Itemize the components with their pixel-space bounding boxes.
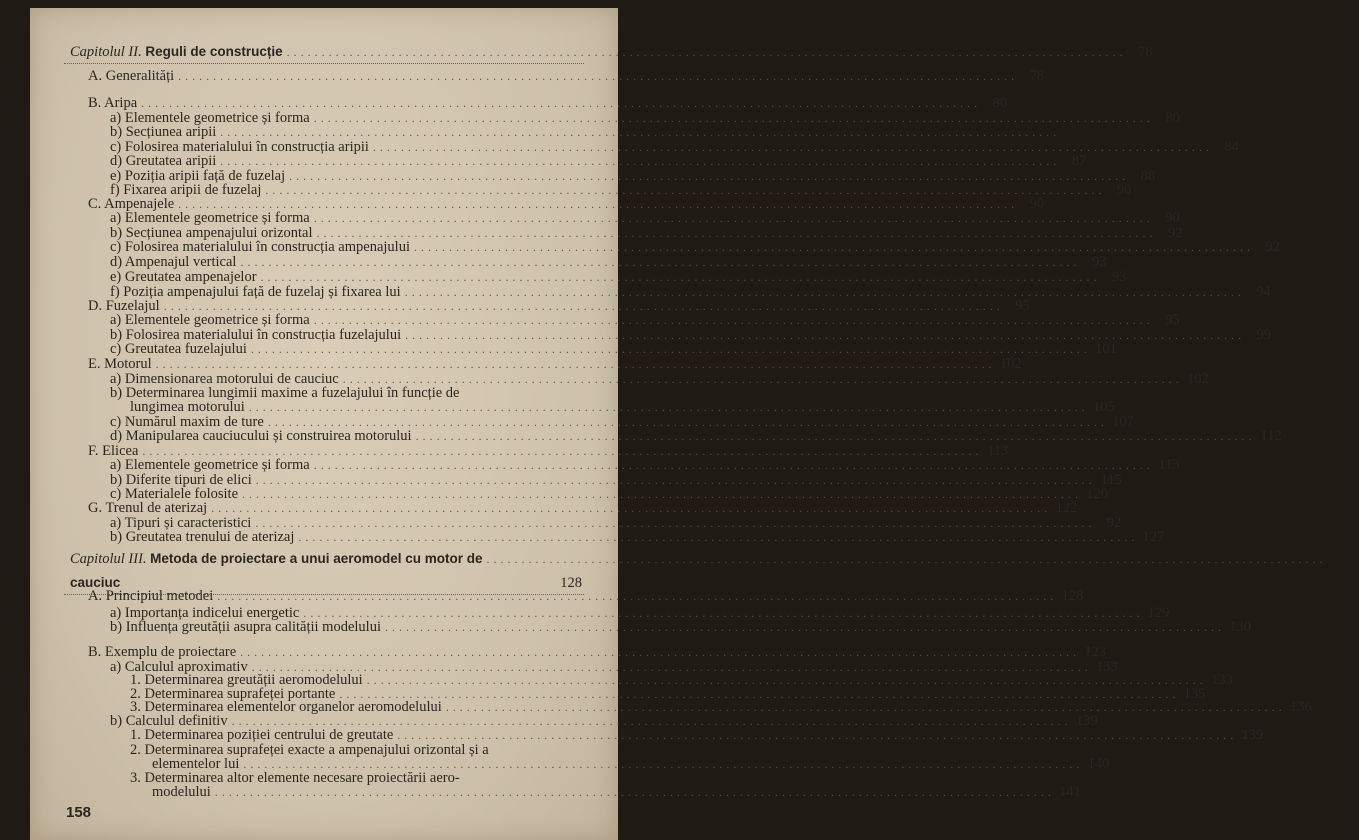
toc-item-label: a) Importanța indicelui energetic xyxy=(110,605,300,621)
toc-item xyxy=(110,529,1165,545)
toc-section xyxy=(88,644,1107,660)
toc-section-label: B. Aripa xyxy=(88,95,138,111)
dot-leader: ........................................................................................................................ xyxy=(286,45,1127,59)
toc-item xyxy=(110,182,1132,198)
toc-subitem-continuation-label: elementelor lui xyxy=(152,756,240,772)
dot-leader: ........................................................................................................................ xyxy=(313,313,1154,327)
toc-item-page: 133 xyxy=(1095,659,1118,675)
chapter-heading-page: 128 xyxy=(560,575,582,591)
toc-item-page: 93 xyxy=(1112,269,1127,285)
toc-section-page: 80 xyxy=(992,95,1008,111)
toc-item-page: 92 xyxy=(1106,515,1122,531)
toc-item-page: 87 xyxy=(1071,153,1087,169)
toc-item-page: 127 xyxy=(1142,529,1165,545)
toc-section xyxy=(88,588,1084,604)
toc-item-label: b) Diferite tipuri de elici xyxy=(110,472,252,488)
toc-section-label: E. Motorul xyxy=(88,356,152,372)
toc-item xyxy=(110,239,1280,255)
toc-item-label: c) Numărul maxim de ture xyxy=(110,414,264,430)
toc-item-label: d) Ampenajul vertical xyxy=(110,254,237,270)
toc-section-page: 122 xyxy=(1055,500,1078,516)
toc-section-label: C. Ampenajele xyxy=(88,196,175,212)
toc-item-label: e) Poziția aripii față de fuzelaj xyxy=(110,168,286,184)
dot-leader: ........................................................................................................................ xyxy=(298,530,1139,544)
toc-section-page: 95 xyxy=(1015,298,1030,314)
toc-item-page: 113 xyxy=(1158,457,1180,473)
dot-leader: ........................................................................................................................ xyxy=(366,673,1207,687)
toc-item xyxy=(110,124,1061,140)
toc-subitem-label: 3. Determinarea altor elemente necesare proiectării aero- xyxy=(130,770,460,786)
toc-item-label: a) Tipuri și caracteristici xyxy=(110,515,252,531)
toc-subitem-label: 2. Determinarea suprafeței portante xyxy=(130,686,336,702)
dot-leader: ........................................................................................................................ xyxy=(313,211,1154,225)
toc-item-label: e) Greutatea ampenajelor xyxy=(110,269,257,285)
toc-section-page: 90 xyxy=(1029,196,1045,212)
toc-section-label: A. Generalități xyxy=(88,68,175,84)
toc-item-page: 90 xyxy=(1116,182,1132,198)
dot-leader: ........................................................................................................................ xyxy=(220,154,1061,168)
toc-item xyxy=(110,312,1180,328)
toc-item-label: a) Elementele geometrice și forma xyxy=(110,210,310,226)
dot-leader: ........................................................................................................................ xyxy=(242,487,1083,501)
toc-item-page: 90 xyxy=(1165,210,1180,226)
toc-item-page: 120 xyxy=(1086,486,1109,502)
page-number: 158 xyxy=(66,804,92,821)
toc-item-label: b) Influența greutății asupra calității modelului xyxy=(110,619,381,635)
dot-leader: ........................................................................................................................ xyxy=(313,458,1154,472)
toc-item-page: 107 xyxy=(1112,414,1134,430)
dot-leader: ........................................................................................................................ xyxy=(251,660,1092,674)
toc-section xyxy=(88,500,1078,516)
toc-item xyxy=(110,153,1087,169)
chapter-heading xyxy=(70,551,1327,567)
chapter-heading-page: 78 xyxy=(1138,44,1153,60)
toc-item xyxy=(110,254,1107,270)
toc-section xyxy=(88,95,1008,111)
separator-rule xyxy=(64,63,584,64)
toc-section-label: F. Elicea xyxy=(88,443,139,459)
dot-leader: ........................................................................................................................ xyxy=(255,516,1096,530)
dot-leader: ........................................................................................................................ xyxy=(342,372,1183,386)
toc-item-label: c) Folosirea materialului în construcția aripii xyxy=(110,139,369,155)
toc-item-label: b) Secțiunea aripii xyxy=(110,124,217,140)
dot-leader: ........................................................................................................................ xyxy=(217,589,1058,603)
dot-leader: ........................................................................................................................ xyxy=(415,429,1256,443)
chapter-title: Metoda de proiectare a unui aeromodel cu motor de xyxy=(150,551,483,566)
book-page xyxy=(30,8,1327,840)
toc-subitem-page: 133 xyxy=(1210,672,1233,688)
toc-item xyxy=(110,269,1127,285)
toc-section xyxy=(88,68,1045,84)
toc-subitem-continuation-label: modelului xyxy=(152,784,211,800)
toc-item-page: 139 xyxy=(1075,713,1098,729)
toc-item xyxy=(110,284,1271,300)
dot-leader: ........................................................................................................................ xyxy=(405,328,1246,342)
dot-leader: ........................................................................................................................ xyxy=(178,197,1019,211)
toc-section-label: G. Trenul de aterizaj xyxy=(88,500,208,516)
toc-subitem-continuation-page: 140 xyxy=(1087,756,1110,772)
toc-item-label: b) Secțiunea ampenajului orizontal xyxy=(110,225,313,241)
toc-item-page: 80 xyxy=(1165,110,1180,126)
toc-item-label: a) Elementele geometrice și forma xyxy=(110,457,310,473)
toc-subitem-continuation xyxy=(152,784,1081,800)
toc-item-label: f) Poziția ampenajului față de fuzelaj și fixarea lui xyxy=(110,284,401,300)
toc-item-page: 94 xyxy=(1256,284,1271,300)
dot-leader: ........................................................................................................................ xyxy=(313,111,1154,125)
toc-section-label: D. Fuzelajul xyxy=(88,298,160,314)
toc-subitem-label: 2. Determinarea suprafeței exacte a ampenajului orizontal și a xyxy=(130,742,489,758)
dot-leader: ........................................................................................................................ xyxy=(211,501,1052,515)
toc-item-page: 93 xyxy=(1091,254,1107,270)
toc-item-page: 84 xyxy=(1224,139,1239,155)
chapter-title-continuation-text: cauciuc xyxy=(70,575,121,590)
toc-section-label: B. Exemplu de proiectare xyxy=(88,644,237,660)
dot-leader: ........................................................................................................................ xyxy=(260,270,1101,284)
dot-leader: ........................................................................................................................ xyxy=(142,444,983,458)
toc-subitem-page: 135 xyxy=(1183,686,1206,702)
toc-subitem-page: 136 xyxy=(1290,699,1312,715)
toc-item xyxy=(110,428,1282,444)
toc-item-label: f) Fixarea aripii de fuzelaj xyxy=(110,182,262,198)
toc-item-page: 88 xyxy=(1140,168,1156,184)
toc-item-label: b) Greutatea trenului de aterizaj xyxy=(110,529,295,545)
dot-leader: ........................................................................................................................ xyxy=(243,757,1084,771)
toc-item-page: 95 xyxy=(1165,312,1180,328)
toc-subitem-page: 139 xyxy=(1241,727,1264,743)
chapter-heading-label: Capitolul III. Metoda de proiectare a unui aeromodel cu motor de xyxy=(70,551,483,567)
toc-item-label: b) Folosirea materialului în construcția fuzelajului xyxy=(110,327,402,343)
chapter-heading-label: Capitolul II. Reguli de construcție xyxy=(70,44,283,60)
toc-item-label: d) Greutatea aripii xyxy=(110,153,217,169)
dot-leader: ........................................................................................................................ xyxy=(384,620,1225,634)
toc-item-page: 102 xyxy=(1186,371,1209,387)
dot-leader: ........................................................................................................................ xyxy=(248,400,1089,414)
chapter-heading xyxy=(70,44,1153,60)
dot-leader: ........................................................................................................................ xyxy=(240,645,1081,659)
dot-leader: ........................................................................................................................ xyxy=(404,285,1245,299)
dot-leader: ........................................................................................................................ xyxy=(255,473,1096,487)
dot-leader: ........................................................................................................................ xyxy=(267,415,1108,429)
toc-section xyxy=(88,356,1022,372)
toc-section-page: 123 xyxy=(1084,644,1107,660)
table-of-contents xyxy=(30,8,1327,840)
toc-item-continuation xyxy=(130,399,1115,415)
dot-leader: ........................................................................................................................ xyxy=(240,255,1081,269)
toc-item-page: 99 xyxy=(1256,327,1272,343)
dot-leader: ........................................................................................................................ xyxy=(339,687,1180,701)
dot-leader: ........................................................................................................................ xyxy=(178,69,1019,83)
dot-leader: ........................................................................................................................ xyxy=(486,552,1327,566)
toc-item-label: b) Determinarea lungimii maxime a fuzelajului în funcție de xyxy=(110,385,460,401)
toc-item-page: 112 xyxy=(1260,428,1282,444)
toc-item-label: a) Dimensionarea motorului de cauciuc xyxy=(110,371,339,387)
dot-leader: ........................................................................................................................ xyxy=(250,342,1091,356)
toc-item-label: a) Elementele geometrice și forma xyxy=(110,312,310,328)
dot-leader: ........................................................................................................................ xyxy=(231,714,1072,728)
toc-item-label: a) Calculul aproximativ xyxy=(110,659,248,675)
toc-item-label: c) Folosirea materialului în construcția ampenajului xyxy=(110,239,410,255)
toc-item-page: 92 xyxy=(1265,239,1280,255)
toc-item-continuation-label: lungimea motorului xyxy=(130,399,245,415)
toc-subitem-label: 1. Determinarea poziției centrului de greutate xyxy=(130,727,394,743)
toc-subitem-continuation-page: 141 xyxy=(1059,784,1081,800)
toc-item xyxy=(110,210,1180,226)
toc-section-page: 78 xyxy=(1029,68,1045,84)
toc-item-label: d) Manipularea cauciucului și construirea motorului xyxy=(110,428,412,444)
toc-item-page: 129 xyxy=(1147,605,1170,621)
toc-subitem-label: 3. Determinarea elementelor organelor aeromodelului xyxy=(130,699,442,715)
toc-item-continuation-page: 105 xyxy=(1093,399,1115,415)
toc-item-label: b) Calculul definitiv xyxy=(110,713,228,729)
dot-leader: ........................................................................................................................ xyxy=(265,183,1106,197)
toc-item-page: 115 xyxy=(1100,472,1122,488)
toc-item-page: 101 xyxy=(1095,341,1117,357)
dot-leader: ........................................................................................................................ xyxy=(214,785,1055,799)
dot-leader: ........................................................................................................................ xyxy=(372,140,1213,154)
toc-section-page: 113 xyxy=(987,443,1009,459)
dot-leader: ........................................................................................................................ xyxy=(303,606,1144,620)
toc-item xyxy=(110,619,1251,635)
toc-item xyxy=(110,341,1117,357)
dot-leader: ........................................................................................................................ xyxy=(413,240,1254,254)
dot-leader: ........................................................................................................................ xyxy=(141,96,982,110)
toc-section-label: A. Principiul metodei xyxy=(88,588,214,604)
dot-leader: ........................................................................................................................ xyxy=(316,226,1157,240)
toc-subitem xyxy=(130,727,1264,743)
toc-item-page: 130 xyxy=(1229,619,1251,635)
toc-item-page: 92 xyxy=(1168,225,1183,241)
chapter-title: Reguli de construcție xyxy=(145,44,283,59)
dot-leader: ........................................................................................................................ xyxy=(155,357,996,371)
toc-item-label: c) Materialele folosite xyxy=(110,486,239,502)
toc-item xyxy=(110,457,1180,473)
dot-leader: ........................................................................................................................ xyxy=(445,700,1286,714)
toc-item-label: c) Greutatea fuzelajului xyxy=(110,341,247,357)
dot-leader: ........................................................................................................................ xyxy=(163,299,1004,313)
toc-section-page: 102 xyxy=(999,356,1022,372)
dot-leader: ........................................................................................................................ xyxy=(289,169,1130,183)
toc-subitem-label: 1. Determinarea greutății aeromodelului xyxy=(130,672,363,688)
dot-leader: ........................................................................................................................ xyxy=(397,728,1238,742)
toc-section-page: 128 xyxy=(1061,588,1084,604)
toc-item-label: a) Elementele geometrice și forma xyxy=(110,110,310,126)
dot-leader: ........................................................................................................................ xyxy=(220,125,1061,139)
